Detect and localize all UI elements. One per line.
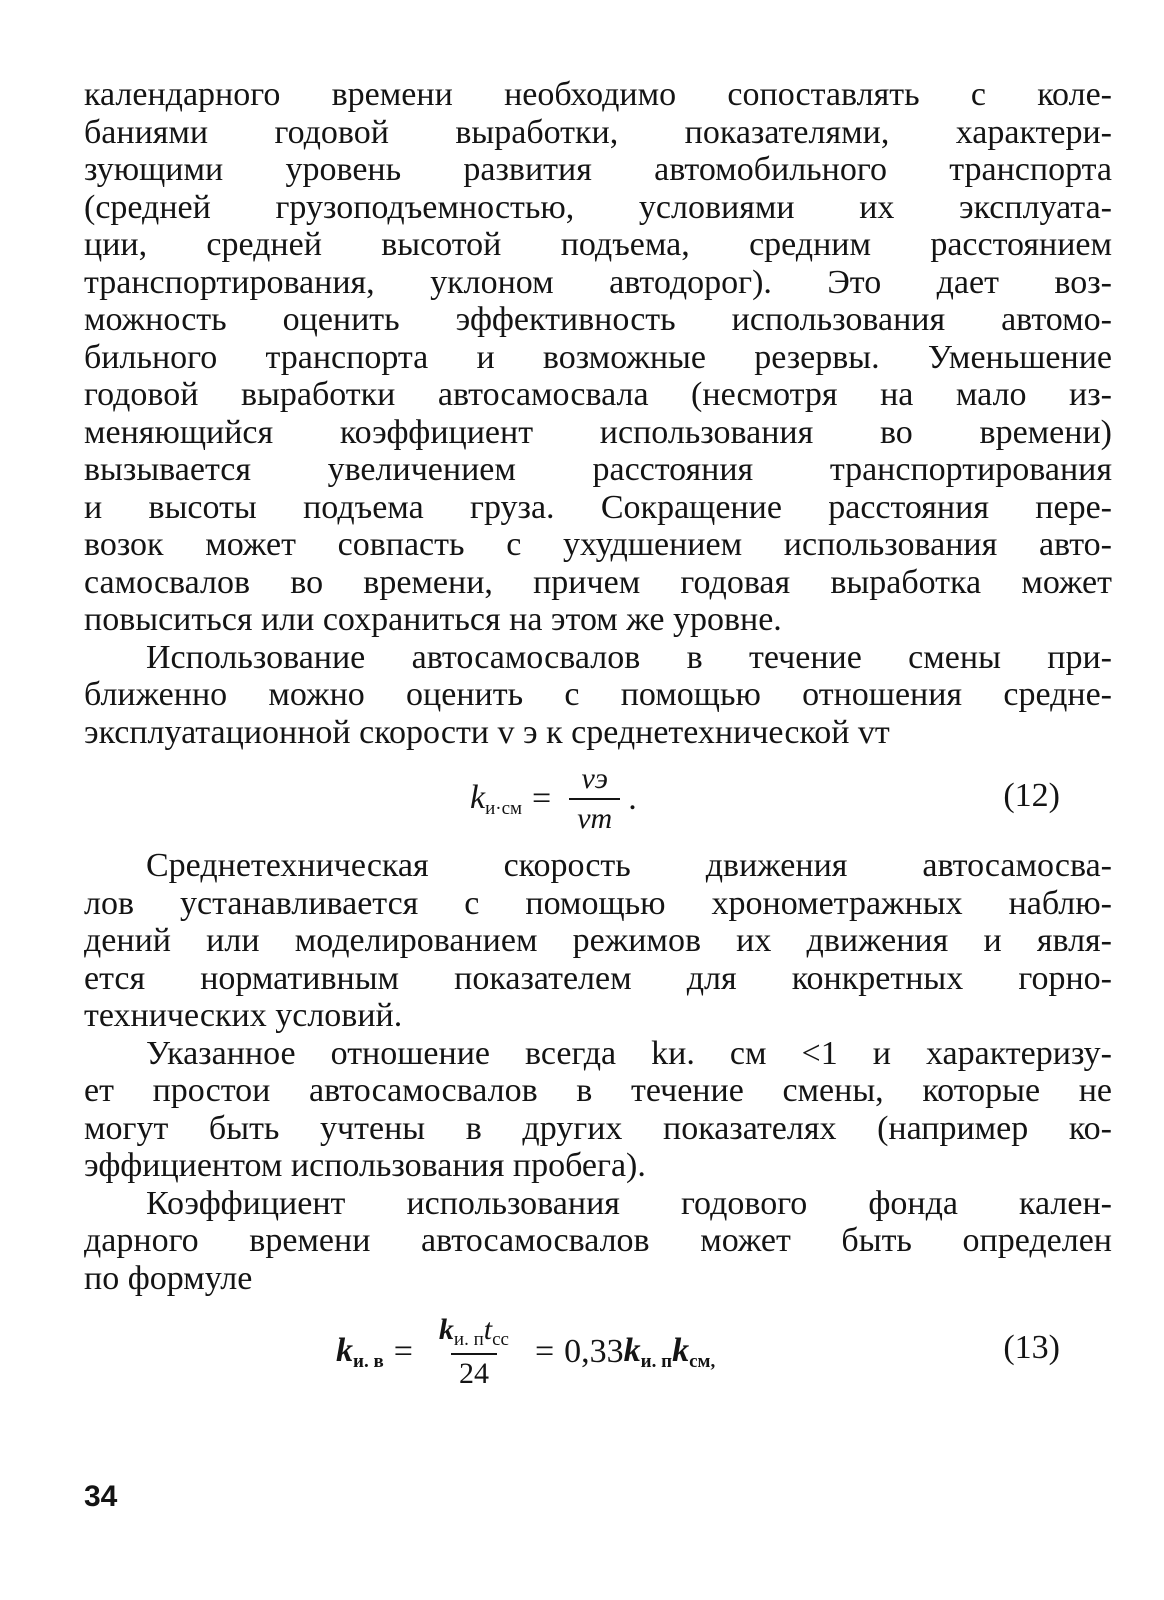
page-number: 34 xyxy=(84,1480,118,1513)
formula-13-expression xyxy=(336,1297,715,1407)
text-line: (средней грузоподъемностью, условиями их эксплуата- xyxy=(84,188,1112,226)
formula-13 xyxy=(84,1297,1112,1407)
paragraph-4 xyxy=(84,1035,1112,1185)
formula-13-coefficient: 0,33 xyxy=(564,1333,624,1370)
formula-12-period: . xyxy=(628,780,637,817)
formula-13-number: (13) xyxy=(1003,1329,1060,1366)
text-line: дарного времени автосамосвалов может быть определен xyxy=(84,1222,1112,1259)
text-line: возок может совпасть с ухудшением использования авто- xyxy=(84,526,1112,563)
text-line: баниями годовой выработки, показателями, характери- xyxy=(84,113,1112,151)
text-line: по формуле xyxy=(84,1259,253,1297)
text-line: эффициентом использования пробега). xyxy=(84,1147,646,1184)
text-line: лов устанавливается с помощью хронометражных наблю- xyxy=(84,884,1112,922)
text-line: годовой выработки автосамосвала (несмотря на мало из- xyxy=(84,376,1112,413)
formula-13-rhs-k2: $k_{см,}$ xyxy=(672,1331,716,1372)
formula-12-equals: = xyxy=(532,780,552,817)
text-line: можность оценить эффективность использования автомо- xyxy=(84,301,1112,338)
text-line: Коэффициент использования годового фонда кален- xyxy=(146,1184,1112,1222)
formula-12-lhs: $k_{и\cdot см}$ xyxy=(470,778,523,819)
formula-12-number: (12) xyxy=(1003,777,1060,814)
text-line: зующими уровень развития автомобильного транспорта xyxy=(84,151,1112,188)
formula-13-numerator: $k_{и. п}t_{сс}$ xyxy=(438,1313,509,1350)
paragraph-3 xyxy=(84,847,1112,1035)
text-line: самосвалов во времени, причем годовая выработка может xyxy=(84,563,1112,601)
formula-13-denominator: 24 xyxy=(451,1353,497,1391)
text-line: Использование автосамосвалов в течение смены при- xyxy=(146,638,1112,676)
text-line: ет простои автосамосвалов в течение смены, которые не xyxy=(84,1072,1112,1109)
text-line: Указанное отношение всегда kи. см <1 и характеризу- xyxy=(146,1034,1112,1072)
paragraph-1 xyxy=(84,76,1112,639)
formula-13-rhs-k1: $k_{и. п}$ xyxy=(623,1331,673,1372)
text-line: ется нормативным показателем для конкретных горно- xyxy=(84,959,1112,997)
text-line: бильного транспорта и возможные резервы. Уменьшение xyxy=(84,338,1112,376)
text-line: вызывается увеличением расстояния транспортирования xyxy=(84,451,1112,488)
paragraph-5 xyxy=(84,1185,1112,1298)
formula-13-equals: = xyxy=(393,1333,413,1370)
text-line: Среднетехническая скорость движения автосамосва- xyxy=(146,847,1112,884)
text-line: эксплуатационной скорости v э к среднетехнической vт xyxy=(84,713,890,751)
formula-12 xyxy=(84,751,1112,847)
text-line: ции, средней высотой подъема, средним расстоянием xyxy=(84,226,1112,263)
formula-13-lhs: $k_{и. в}$ xyxy=(336,1331,384,1372)
text-line: дений или моделированием режимов их движения и явля- xyxy=(84,922,1112,959)
formula-12-expression xyxy=(470,751,637,847)
text-line: повыситься или сохраниться на этом же уровне. xyxy=(84,601,782,638)
page-content xyxy=(84,76,1112,1407)
formula-12-fraction xyxy=(569,762,620,836)
text-line: и высоты подъема груза. Сокращение расстояния пере- xyxy=(84,488,1112,526)
text-line: могут быть учтены в других показателях (например ко- xyxy=(84,1109,1112,1147)
text-line: меняющийся коэффициент использования во времени) xyxy=(84,413,1112,451)
text-line: транспортирования, уклоном автодорог). Это дает воз- xyxy=(84,263,1112,301)
formula-13-equals-2: = xyxy=(534,1333,555,1370)
formula-12-denominator: vт xyxy=(569,798,620,836)
text-line: календарного времени необходимо сопоставлять с коле- xyxy=(84,76,1112,113)
text-line: ближенно можно оценить с помощью отношения средне- xyxy=(84,676,1112,713)
paragraph-2 xyxy=(84,639,1112,752)
formula-13-fraction xyxy=(431,1313,517,1391)
text-line: технических условий. xyxy=(84,997,403,1034)
formula-12-numerator: vэ xyxy=(581,762,608,795)
